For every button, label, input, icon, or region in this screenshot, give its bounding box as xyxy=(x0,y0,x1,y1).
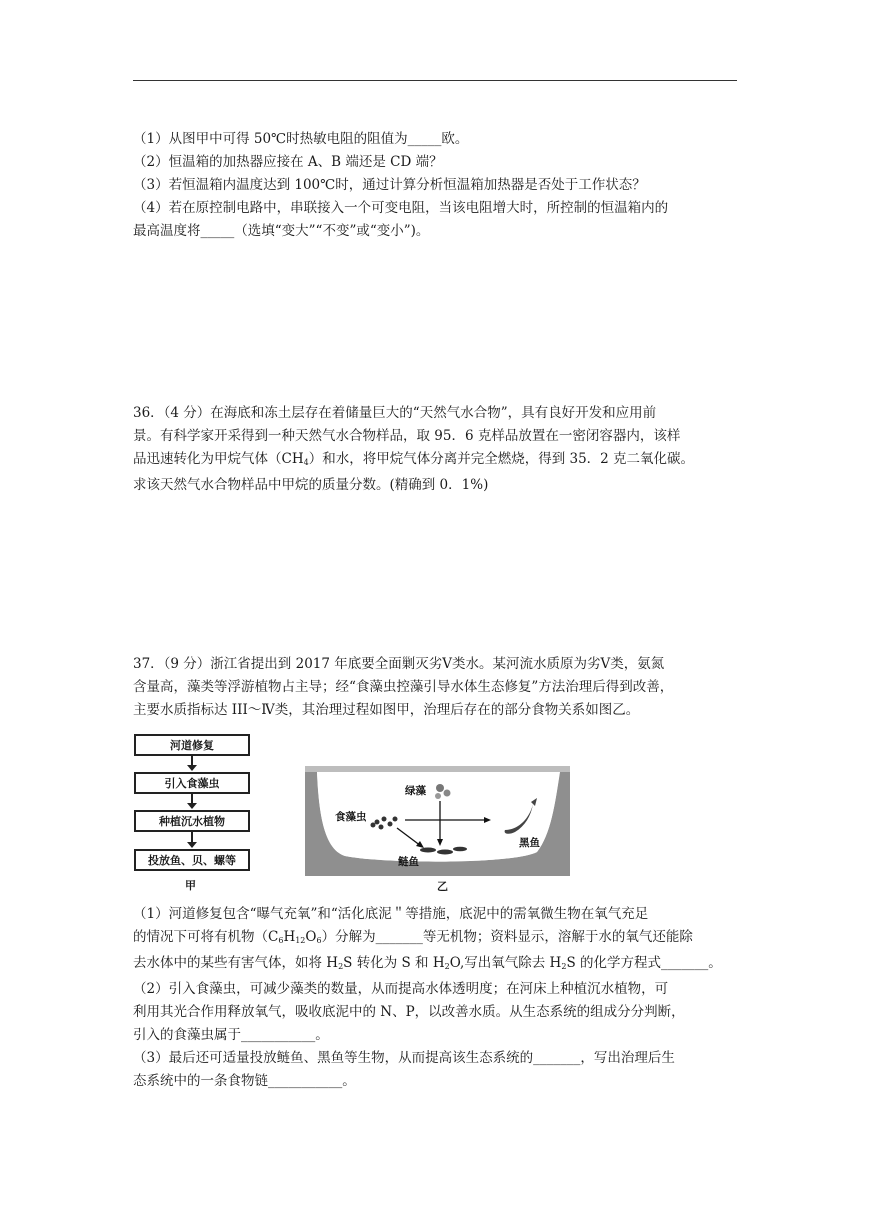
subscript: 6 xyxy=(278,936,284,945)
q36-line-3-b: ）和水，将甲烷气体分离并完全燃烧，得到 35．2 克二氧化碳。 xyxy=(308,451,695,467)
label-snakehead: 黑鱼 xyxy=(519,837,540,849)
water-surface xyxy=(305,766,570,772)
figure-yi-pond xyxy=(305,764,570,876)
subscript: 4 xyxy=(303,458,309,467)
q37-part-2-line-3: 引入的食藻虫属于___________。 xyxy=(133,1027,329,1043)
text-segment: ）分解为_______等无机物；资料显示，溶解于水的氧气还能除 xyxy=(321,929,693,945)
pond-drawing xyxy=(305,764,570,876)
q37-line-1: 37．（9 分）浙江省提出到 2017 年底要全面剿灭劣Ⅴ类水。某河流水质原为劣Ⅴ类，氨氮 xyxy=(133,656,665,672)
q35-part-3: （3）若恒温箱内温度达到 100℃时，通过计算分析恒温箱加热器是否处于工作状态？ xyxy=(133,177,646,193)
algae-dot xyxy=(436,784,444,792)
algae-dot xyxy=(444,790,451,797)
q36-line-4: 求该天然气水合物样品中甲烷的质量分数。(精确到 0．1%) xyxy=(133,477,489,493)
q37-part-3-line-1: （3）最后还可适量投放鲢鱼、黑鱼等生物，从而提高该生态系统的_______，写出治理后生 xyxy=(133,1050,675,1066)
q36-line-2: 景。有科学家开采得到一种天然气水合物样品，取 95．6 克样品放置在一密闭容器内，该样 xyxy=(133,428,681,444)
flow-arrow xyxy=(191,756,193,766)
label-green-algae: 绿藻 xyxy=(405,785,426,797)
subscript: 12 xyxy=(295,936,306,945)
subscript: 2 xyxy=(444,962,450,971)
insect-dot xyxy=(393,817,398,822)
flow-arrow xyxy=(191,832,193,843)
label-silver-carp: 鲢鱼 xyxy=(398,856,419,868)
silver-carp-fish xyxy=(453,847,467,852)
q35-part-1: （1）从图甲中可得 50℃时热敏电阻的阻值为_____欧。 xyxy=(133,131,469,147)
question-37-stem xyxy=(133,653,739,722)
flow-step-1: 河道修复 xyxy=(134,734,250,756)
question-35-parts xyxy=(133,128,739,243)
insect-dot xyxy=(371,823,376,828)
insect-dot xyxy=(382,817,387,822)
text-segment: 去水体中的某些有害气体，如将 H xyxy=(133,955,339,971)
figure-jia-caption: 甲 xyxy=(185,879,196,892)
q37-line-3: 主要水质指标达 III～Ⅳ类，其治理过程如图甲，治理后存在的部分食物关系如图乙。 xyxy=(133,702,640,718)
q36-line-3 xyxy=(133,448,739,474)
q37-part-2-line-2: 利用其光合作用释放氧气，吸收底泥中的 N、P，以改善水质。从生态系统的组成分分判断， xyxy=(133,1004,685,1020)
q37-part-1-line-3 xyxy=(133,952,739,978)
text-segment: O xyxy=(305,929,317,945)
subscript: 6 xyxy=(316,936,322,945)
subscript: 2 xyxy=(561,962,567,971)
label-food-insect: 食藻虫 xyxy=(335,811,367,823)
text-segment: 的情况下可将有机物（C xyxy=(133,929,279,945)
silver-carp-fish xyxy=(437,850,453,855)
q36-line-1: 36．（4 分）在海底和冻土层存在着储量巨大的“天然气水合物”，具有良好开发和应用前 xyxy=(133,405,657,421)
q35-part-4-line-1: （4）若在原控制电路中，串联接入一个可变电阻，当该电阻增大时，所控制的恒温箱内的 xyxy=(133,200,669,216)
text-segment: S 的化学方程式_______。 xyxy=(566,955,722,971)
q37-part-1-line-1: （1）河道修复包含“曝气充氧”和“活化底泥＂等措施，底泥中的需氧微生物在氧气充足 xyxy=(133,906,649,922)
text-segment: S 转化为 S 和 H xyxy=(343,955,445,971)
q36-line-3-a: 品迅速转化为甲烷气体（CH xyxy=(133,451,304,467)
insect-dot xyxy=(375,820,380,825)
flow-step-4: 投放鱼、贝、螺等 xyxy=(134,849,250,871)
q35-part-4-line-2: 最高温度将_____（选填“变大”“不变”或“变小”)。 xyxy=(133,223,430,239)
question-36 xyxy=(133,402,739,497)
insect-dot xyxy=(388,822,393,827)
algae-dot xyxy=(435,793,441,799)
q37-line-2: 含量高，藻类等浮游植物占主导；经“食藻虫控藻引导水体生态修复”方法治理后得到改善， xyxy=(133,679,674,695)
insect-dot xyxy=(379,825,384,830)
flow-arrow xyxy=(191,794,193,804)
q37-part-3-line-2: 态系统中的一条食物链___________。 xyxy=(133,1073,356,1089)
text-segment: O,写出氧气除去 H xyxy=(449,955,562,971)
q37-part-1-line-2 xyxy=(133,926,739,952)
header-rule xyxy=(133,80,737,81)
subscript: 2 xyxy=(338,962,344,971)
q35-part-2: （2）恒温箱的加热器应接在 A、B 端还是 CD 端？ xyxy=(133,154,443,170)
q37-part-2-line-1: （2）引入食藻虫，可减少藻类的数量，从而提高水体透明度；在河床上种植沉水植物，可 xyxy=(133,981,669,997)
silver-carp-fish xyxy=(420,848,436,853)
figure-yi-caption: 乙 xyxy=(437,880,448,893)
question-37-parts xyxy=(133,903,739,1093)
text-segment: H xyxy=(283,929,296,945)
flow-step-2: 引入食藻虫 xyxy=(134,772,250,794)
figure-jia-flowchart xyxy=(133,730,253,900)
flow-step-3: 种植沉水植物 xyxy=(134,810,250,832)
